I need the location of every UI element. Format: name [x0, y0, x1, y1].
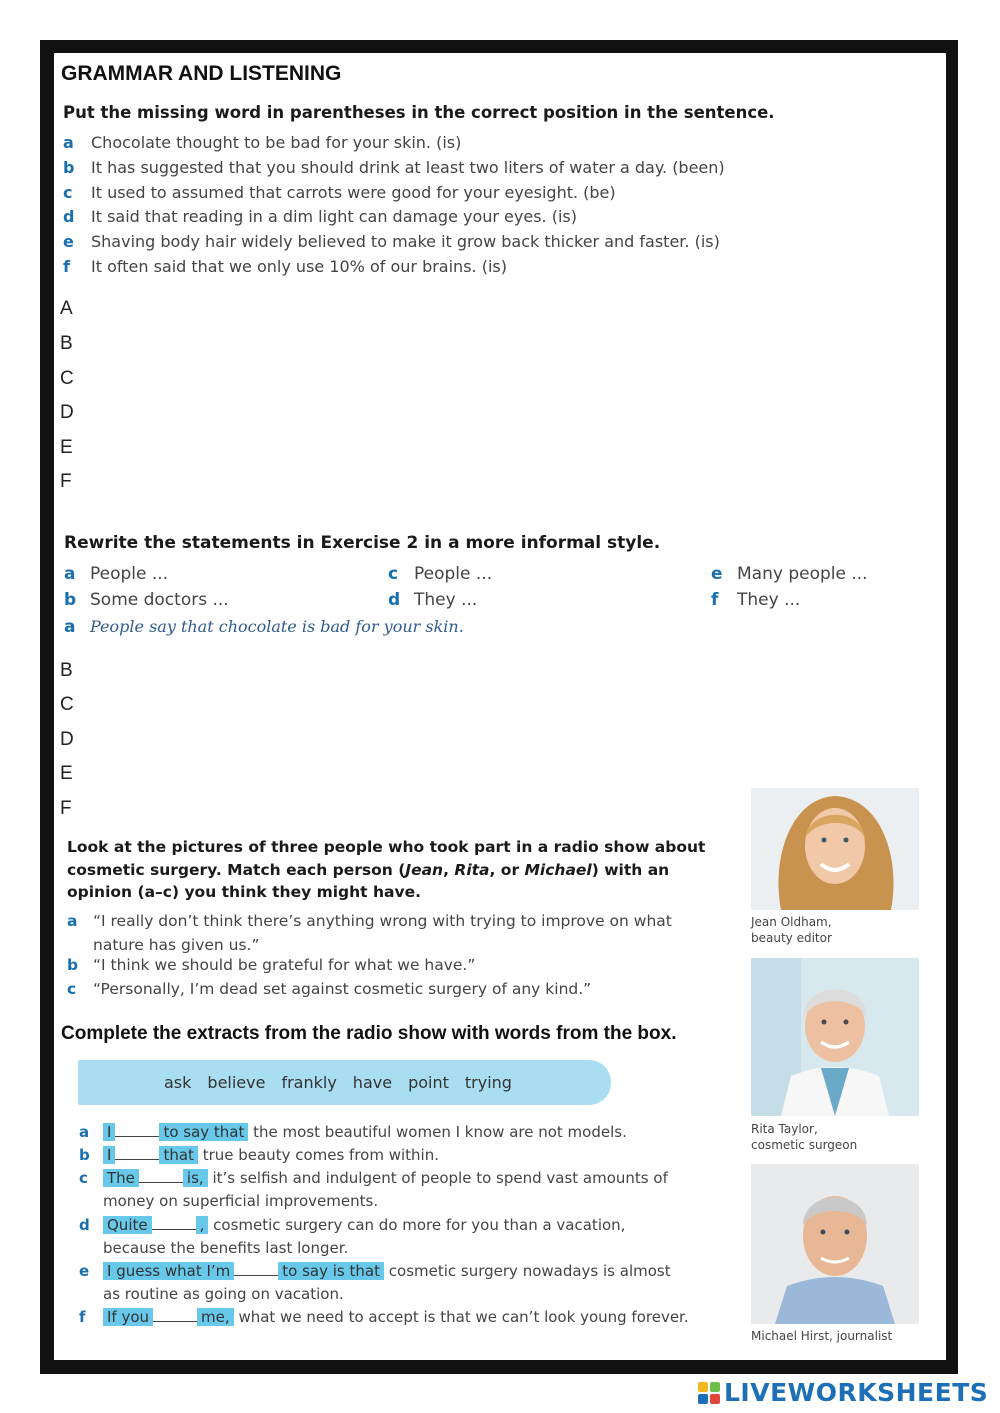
photo-rita — [751, 958, 919, 1116]
box-word: point — [408, 1073, 449, 1092]
ex1-item: a Chocolate thought to be bad for your skin. (is) — [63, 133, 462, 152]
ex1-answer-label-d: D — [60, 402, 74, 423]
ex2-answer-label-b: B — [60, 660, 73, 681]
box-word: frankly — [281, 1073, 337, 1092]
ex1-answer-label-f: F — [60, 471, 72, 492]
ex1-item: e Shaving body hair widely believed to make it grow back thicker and faster. (is) — [63, 232, 720, 251]
ex3-item: b “I think we should be grateful for what we have.” — [67, 956, 476, 974]
ex2-option: a People ... — [64, 564, 169, 584]
ex1-answer-label-b: B — [60, 333, 73, 354]
ex4-item: f If you me, what we need to accept is that we can’t look young forever. — [79, 1308, 689, 1326]
ex3-instruction: Look at the pictures of three people who took part in a radio show about cosmetic surgery. Match each person (Jean, Rita, or Michael) with an opinion (a–c) you think they might have. — [67, 838, 706, 901]
ex1-item: c It used to assumed that carrots were good for your eyesight. (be) — [63, 183, 616, 202]
page-title: GRAMMAR AND LISTENING — [61, 62, 342, 85]
photo-jean — [751, 788, 919, 910]
ex1-answer-label-e: E — [60, 437, 73, 458]
ex3-item: a “I really don’t think there’s anything wrong with trying to improve on what nature has given us.” — [67, 912, 672, 954]
ex1-answer-label-c: C — [60, 368, 74, 389]
answer-blank[interactable] — [152, 1215, 196, 1230]
ex2-answer-label-c: C — [60, 694, 74, 715]
ex1-instruction: Put the missing word in parentheses in the correct position in the sentence. — [63, 103, 775, 122]
ex4-item: d Quite , cosmetic surgery can do more for you than a vacation, because the benefits last longer. — [79, 1216, 626, 1257]
ex2-option: c People ... — [388, 564, 493, 584]
caption-jean: Jean Oldham, beauty editor — [751, 915, 832, 945]
ex3-item: c “Personally, I’m dead set against cosmetic surgery of any kind.” — [67, 980, 592, 998]
ex4-item: e I guess what I’m to say is that cosmetic surgery nowadays is almost as routine as going on vacation. — [79, 1262, 671, 1303]
logo-icon — [698, 1382, 720, 1404]
ex2-option: b Some doctors ... — [64, 590, 229, 610]
liveworksheets-logo: LIVEWORKSHEETS — [698, 1378, 988, 1407]
ex1-item: f It often said that we only use 10% of our brains. (is) — [63, 257, 507, 276]
ex2-option: d They ... — [388, 590, 478, 610]
ex1-answer-label-a: A — [60, 298, 73, 319]
ex4-instruction: Complete the extracts from the radio show with words from the box. — [61, 1023, 677, 1044]
box-word: have — [352, 1073, 393, 1092]
answer-blank[interactable] — [115, 1122, 159, 1137]
word-box — [78, 1060, 611, 1105]
box-word: ask — [164, 1073, 192, 1092]
ex4-item: c The is, it’s selfish and indulgent of people to spend vast amounts of money on superficial improvements. — [79, 1169, 668, 1210]
ex1-item: d It said that reading in a dim light can damage your eyes. (is) — [63, 207, 577, 226]
ex2-answer-label-d: D — [60, 729, 74, 750]
ex2-option: e Many people ... — [711, 564, 868, 584]
ex2-answer-label-e: E — [60, 763, 73, 784]
answer-blank[interactable] — [234, 1261, 278, 1276]
caption-michael: Michael Hirst, journalist — [751, 1329, 893, 1343]
ex1-item: b It has suggested that you should drink at least two liters of water a day. (been) — [63, 158, 725, 177]
caption-rita: Rita Taylor, cosmetic surgeon — [751, 1122, 858, 1152]
box-word: trying — [464, 1073, 512, 1092]
photo-michael — [751, 1164, 919, 1324]
answer-blank[interactable] — [153, 1307, 197, 1322]
ex4-item: a I to say that the most beautiful women I know are not models. — [79, 1123, 627, 1141]
ex4-item: b I that true beauty comes from within. — [79, 1146, 440, 1164]
ex2-instruction: Rewrite the statements in Exercise 2 in a more informal style. — [64, 533, 661, 553]
answer-blank[interactable] — [139, 1168, 183, 1183]
answer-blank[interactable] — [115, 1145, 159, 1160]
ex2-option: f They ... — [711, 590, 801, 610]
ex2-answer-label-f: F — [60, 798, 72, 819]
ex2-example: a People say that chocolate is bad for your skin. — [64, 617, 464, 637]
box-word: believe — [207, 1073, 266, 1092]
